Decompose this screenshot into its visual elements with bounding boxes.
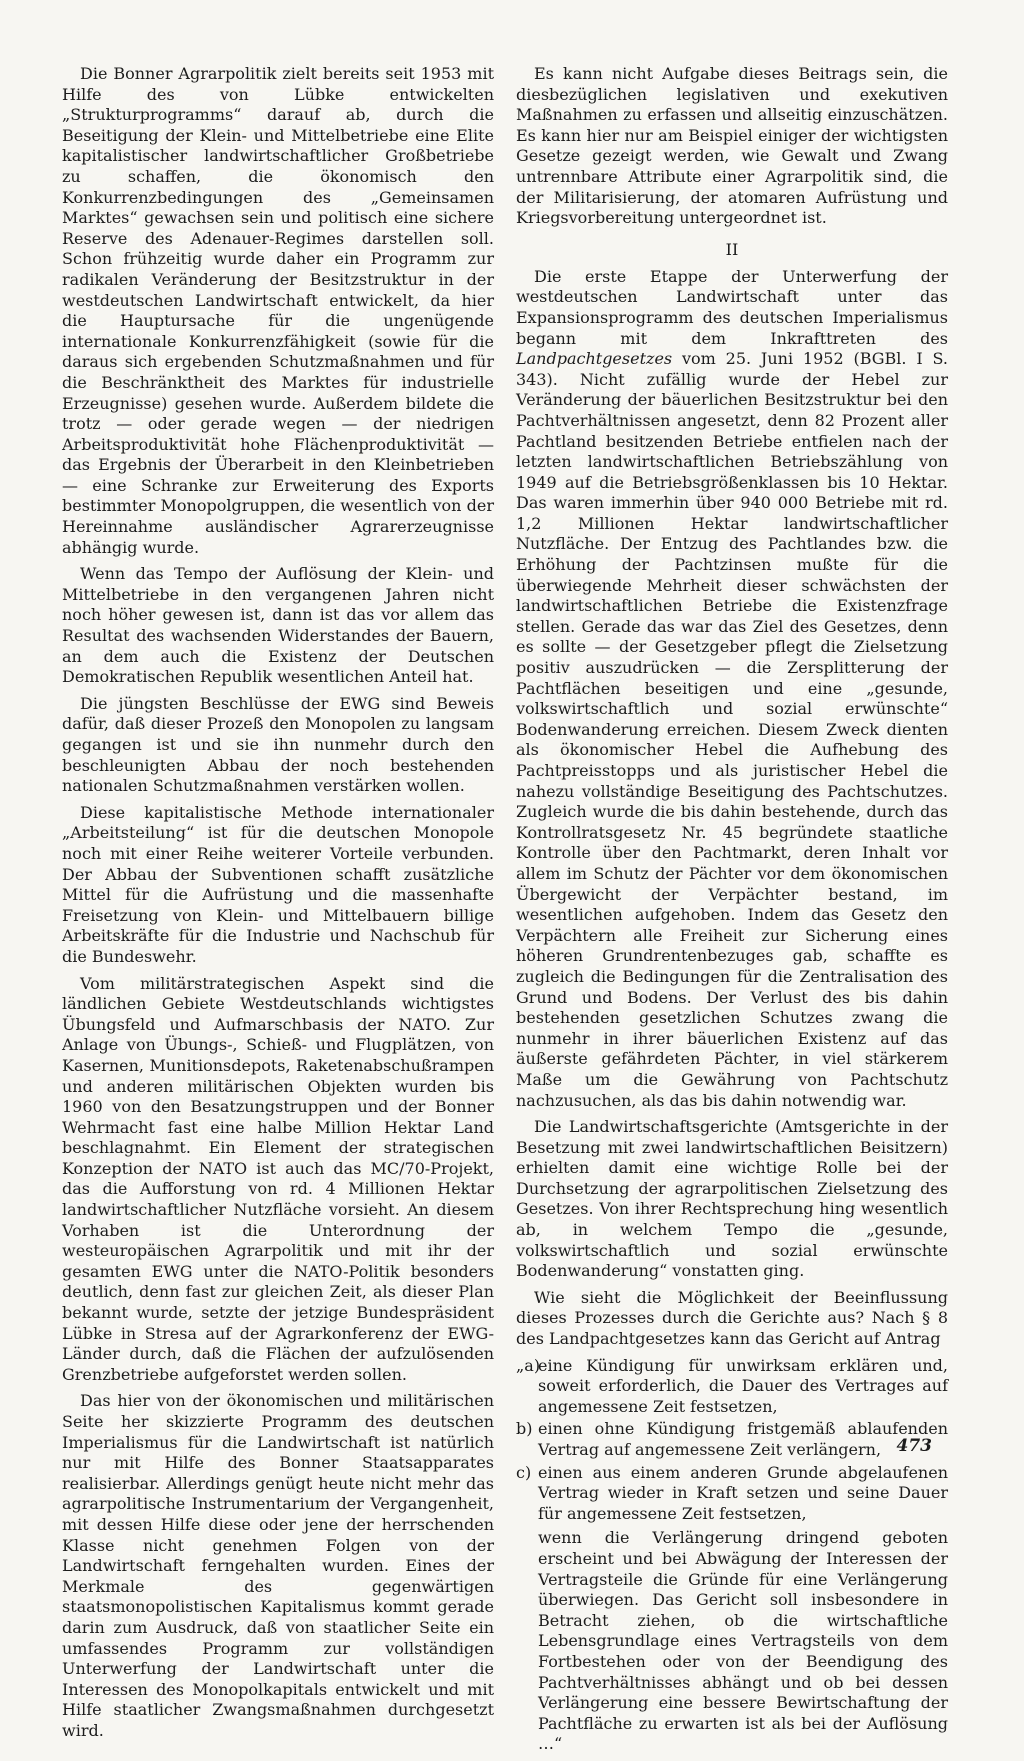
legal-list	[516, 1356, 948, 1525]
list-marker: b)	[516, 1419, 533, 1439]
list-item-text: einen ohne Kündigung fristgemäß ablaufenden Vertrag auf angemessene Zeit verlängern,	[538, 1419, 948, 1459]
two-column-layout	[62, 64, 948, 1761]
paragraph: Die jüngsten Beschlüsse der EWG sind Beweis dafür, daß dieser Prozeß den Monopolen zu langsam gegangen ist und sie ihn nunmehr durch den beschleunigten Abbau der noch bestehenden nationalen Schutzmaßnahmen verstärken wollen.	[62, 693, 494, 796]
paragraph: Es kann nicht Aufgabe dieses Beitrags sein, die diesbezüglichen legislativen und exekutiven Maßnahmen zu erfassen und allseitig einzuschätzen. Es kann hier nur am Beispiel einiger der wichtigsten Gesetze gezeigt werden, wie Gewalt und Zwang untrennbare Attribute einer Agrarpolitik sind, die der Militarisierung, der atomaren Aufrüstung und Kriegsvorbereitung untergeordnet ist.	[516, 64, 948, 228]
paragraph: Die Landwirtschaftsgerichte (Amtsgerichte in der Besetzung mit zwei landwirtschaftlichen Beisitzern) erhielten damit eine wichtige Rolle bei der Durchsetzung der agrarpolitischen Zielsetzung des Gesetzes. Von ihrer Rechtsprechung hing wesentlich ab, in welchem Tempo die „gesunde, volkswirtschaftlich und sozial erwünschte Bodenwanderung“ vonstatten ging.	[516, 1117, 948, 1281]
page-number: 473	[896, 1436, 932, 1456]
right-column	[516, 64, 948, 1761]
list-item	[516, 1419, 948, 1460]
section-heading: II	[725, 239, 739, 259]
list-item	[516, 1463, 948, 1525]
list-marker: c)	[516, 1462, 532, 1482]
paragraph: Die Bonner Agrarpolitik zielt bereits seit 1953 mit Hilfe des von Lübke entwickelten „Strukturprogramms“ darauf ab, durch die Beseitigung der Klein- und Mittelbetriebe eine Elite kapitalistischer landwirtschaftlicher Großbetriebe zu schaffen, die ökonomisch den Konkurrenzbedingungen des „Gemeinsamen Marktes“ gewachsen sein und politisch eine sichere Reserve des Adenauer-Regimes darstellen soll. Schon frühzeitig wurde daher ein Programm zur radikalen Veränderung der Besitzstruktur in der westdeutschen Landwirtschaft entwickelt, da hier die Hauptursache für die ungenügende internationale Konkurrenzfähigkeit (sowie für die daraus sich ergebenden Schutzmaßnahmen und für die Beschränktheit des Marktes für industrielle Erzeugnisse) gesehen wurde. Außerdem bildete die trotz — oder gerade wegen — der niedrigen Arbeitsproduktivität hohe Flächenproduktivität — das Ergebnis der Überarbeit in den Kleinbetrieben — eine Schranke zur Erweiterung des Exports bestimmter Monopolgruppen, die wesentlich von der Hereinnahme ausländischer Agrarerzeugnisse abhängig wurde.	[62, 64, 494, 557]
list-item	[516, 1356, 948, 1418]
paragraph: Wie sieht die Möglichkeit der Beeinflussung dieses Prozesses durch die Gerichte aus? Nach § 8 des Landpachtgesetzes kann das Gericht auf Antrag	[516, 1287, 948, 1349]
paragraph-text: vom 25. Juni 1952 (BGBl. I S. 343). Nicht zufällig wurde der Hebel zur Veränderung der bäuerlichen Besitzstruktur bei den Pachtverhältnissen angesetzt, denn 82 Prozent aller Pachtland besitzenden Betriebe entfielen nach der letzten landwirtschaftlichen Betriebszählung von 1949 auf die Betriebsgrößenklassen bis 10 Hektar. Das waren immerhin über 940 000 Betriebe mit rd. 1,2 Millionen Hektar landwirtschaftlicher Nutzfläche. Der Entzug des Pachtlandes bzw. die Erhöhung der Pachtzinsen mußte für die überwiegende Mehrheit dieser schwächsten der landwirtschaftlichen Betriebe die Existenzfrage stellen. Gerade das war das Ziel des Gesetzes, denn es sollte — der Gesetzgeber pflegt die Zielsetzung positiv auszudrücken — die Zersplitterung der Pachtflächen beseitigen und eine „gesunde, volkswirtschaftlich und sozial erwünschte“ Bodenwanderung erreichen. Diesem Zweck dienten als ökonomischer Hebel die Aufhebung des Pachtpreisstopps und als juristischer Hebel die nahezu vollständige Beseitigung des Pachtschutzes. Zugleich wurde die bis dahin bestehende, durch das Kontrollratsgesetz Nr. 45 begründete staatliche Kontrolle über den Pachtmarkt, deren Inhalt vor allem im Schutz der Pächter vor dem ökonomischen Übergewicht der Verpächter bestand, im wesentlichen aufgehoben. Indem das Gesetz den Verpächtern alle Freiheit zur Sicherung eines höheren Grundrentenbezuges gab, schaffte es zugleich die Bedingungen für die Zentralisation des Grund und Bodens. Der Verlust des bis dahin bestehenden gesetzlichen Schutzes zwang die nunmehr in ihrer bäuerlichen Existenz auf das äußerste gefährdeten Pächter, in viel stärkerem Maße um die Gewährung von Pachtschutz nachzusuchen, als das bis dahin notwendig war.	[516, 349, 948, 1110]
list-item-text: eine Kündigung für unwirksam erklären und, soweit erforderlich, die Dauer des Vertrages auf angemessene Zeit festsetzen,	[538, 1355, 948, 1416]
law-title: Landpachtgesetzes	[516, 349, 673, 369]
list-marker: „a)	[516, 1355, 541, 1375]
left-column	[62, 64, 494, 1761]
paragraph: Das hier von der ökonomischen und militärischen Seite her skizzierte Programm des deutschen Imperialismus für die Landwirtschaft ist natürlich nur mit Hilfe des Bonner Staatsapparates realisierbar. Allerdings genügt heute nicht mehr das agrarpolitische Instrumentarium der Vergangenheit, mit dessen Hilfe diese oder jene der herrschenden Klasse nicht genehmen Folgen von der Landwirtschaft ferngehalten wurden. Eines der Merkmale des gegenwärtigen staatsmonopolistischen Kapitalismus kommt gerade darin zum Ausdruck, daß von staatlicher Seite ein umfassendes Programm zur vollständigen Unterwerfung der Landwirtschaft unter die Interessen des Monopolkapitals entwickelt und mit Hilfe staatlicher Zwangsmaßnahmen durchgesetzt wird.	[62, 1391, 494, 1740]
paragraph: wenn die Verlängerung dringend geboten erscheint und bei Abwägung der Interessen der Vertragsteile die Gründe für eine Verlängerung überwiegen. Das Gericht soll insbesondere in Betracht ziehen, ob die wirtschaftliche Lebensgrundlage eines Vertragsteils von dem Fortbestehen oder von der Beendigung des Pachtverhältnisses abhängt und ob bei dessen Verlängerung eine bessere Bewirtschaftung der Pachtfläche zu erwarten ist als bei der Auflösung …“	[538, 1528, 948, 1754]
paragraph-text: Die erste Etappe der Unterwerfung der westdeutschen Landwirtschaft unter das Expansionsprogramm des deutschen Imperialismus begann mit dem Inkrafttreten des	[516, 266, 948, 348]
paragraph: Vom militärstrategischen Aspekt sind die ländlichen Gebiete Westdeutschlands wichtigstes Übungsfeld und Aufmarschbasis der NATO. Zur Anlage von Übungs-, Schieß- und Flugplätzen, von Kasernen, Munitionsdepots, Raketenabschußrampen und anderen militärischen Objekten wurden bis 1960 von den Besatzungstruppen und der Bonner Wehrmacht fast eine halbe Million Hektar Land beschlagnahmt. Ein Element der strategischen Konzeption der NATO ist auch das MC/70-Projekt, das die Aufforstung von rd. 4 Millionen Hektar landwirtschaftlicher Nutzfläche vorsieht. An diesem Vorhaben ist die Unterordnung der westeuropäischen Agrarpolitik und mit ihr der gesamten EWG unter die NATO-Politik besonders deutlich, denn fast zur gleichen Zeit, als dieser Plan bekannt wurde, setzte der jetzige Bundespräsident Lübke in Stresa auf der Agrarkonferenz der EWG-Länder durch, daß die Flächen der aufzulösenden Grenzbetriebe aufgeforstet werden sollen.	[62, 973, 494, 1384]
list-item-text: einen aus einem anderen Grunde abgelaufenen Vertrag wieder in Kraft setzen und seine Dauer für angemessene Zeit festsetzen,	[538, 1462, 948, 1523]
paragraph	[516, 267, 948, 1111]
paragraph: Wenn das Tempo der Auflösung der Klein- und Mittelbetriebe in den vergangenen Jahren nicht noch höher gewesen ist, dann ist das vor allem das Resultat des wachsenden Widerstandes der Bauern, an dem auch die Existenz der Deutschen Demokratischen Republik wesentlichen Anteil hat.	[62, 564, 494, 687]
paragraph: Diese kapitalistische Methode internationaler „Arbeitsteilung“ ist für die deutschen Monopole noch mit einer Reihe weiterer Vorteile verbunden. Der Abbau der Subventionen schafft zusätzliche Mittel für die Aufrüstung und die massenhafte Freisetzung von Klein- und Mittelbauern billige Arbeitskräfte für die Industrie und Nachschub für die Bundeswehr.	[62, 802, 494, 966]
